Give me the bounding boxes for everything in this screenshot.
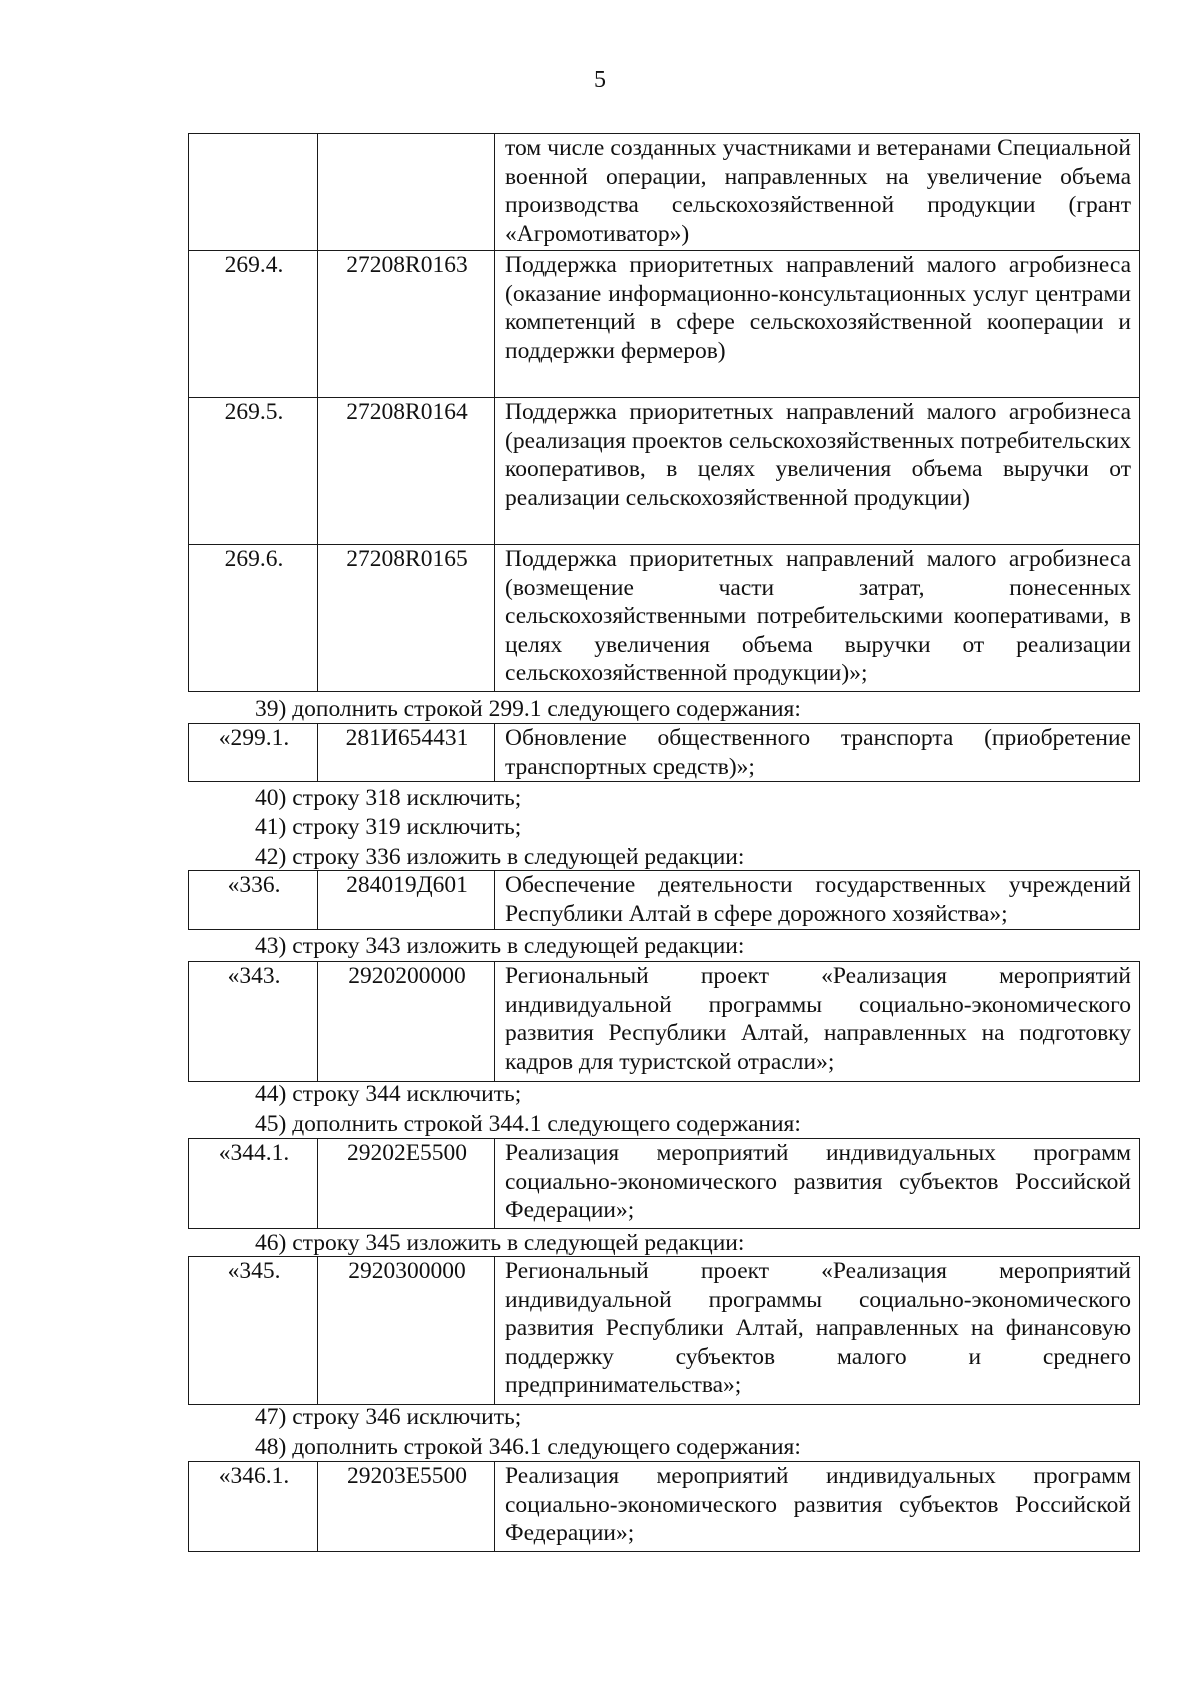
table-row — [189, 724, 1140, 782]
row-number-cell: «299.1. — [189, 724, 318, 782]
amendment-instruction: 47) строку 346 исключить; — [255, 1404, 522, 1430]
amendment-instruction: 40) строку 318 исключить; — [255, 785, 522, 811]
amendment-instruction: 44) строку 344 исключить; — [255, 1081, 522, 1107]
budget-code-cell: 27208R0165 — [318, 545, 495, 692]
budget-code-cell: 27208R0163 — [318, 251, 495, 398]
description-cell: Обеспечение деятельности государственных учреждений Республики Алтай в сфере дорожного хозяйства»; — [495, 871, 1140, 930]
budget-code-cell: 284019Д601 — [318, 871, 495, 930]
table-row — [189, 871, 1140, 930]
row-number-cell: «345. — [189, 1257, 318, 1405]
row-number-cell — [189, 134, 318, 251]
table-row-345 — [188, 1256, 1140, 1405]
budget-code-cell: 2920300000 — [318, 1257, 495, 1405]
amendment-instruction: 39) дополнить строкой 299.1 следующего содержания: — [255, 696, 801, 722]
page-number: 5 — [594, 67, 606, 93]
amendment-instruction: 43) строку 343 изложить в следующей редакции: — [255, 933, 745, 959]
table-row — [189, 1462, 1140, 1552]
budget-code-cell: 29203E5500 — [318, 1462, 495, 1552]
description-cell: Реализация мероприятий индивидуальных программ социально-экономического развития субъектов Российской Федерации»; — [495, 1139, 1140, 1229]
row-number-cell: «343. — [189, 962, 318, 1082]
budget-code-cell: 281И654431 — [318, 724, 495, 782]
amendment-instruction: 42) строку 336 изложить в следующей редакции: — [255, 844, 745, 870]
description-cell: Поддержка приоритетных направлений малого агробизнеса (оказание информационно-консультационных услуг центрами компетенций в сфере сельскохозяйственной кооперации и поддержки фермеров) — [495, 251, 1140, 398]
description-cell: Поддержка приоритетных направлений малого агробизнеса (возмещение части затрат, понесенных сельскохозяйственными потребительскими кооперативами, в целях увеличения объема выручки от реализации сельскохозяйственной продукции)»; — [495, 545, 1140, 692]
table-row — [189, 398, 1140, 545]
table-row-336 — [188, 870, 1140, 930]
description-cell: Региональный проект «Реализация мероприятий индивидуальной программы социально-экономического развития Республики Алтай, направленных на финансовую поддержку субъектов малого и среднего предпринимательства»; — [495, 1257, 1140, 1405]
table-row — [189, 251, 1140, 398]
description-cell: Реализация мероприятий индивидуальных программ социально-экономического развития субъектов Российской Федерации»; — [495, 1462, 1140, 1552]
amendment-instruction: 46) строку 345 изложить в следующей редакции: — [255, 1230, 745, 1256]
budget-code-cell — [318, 134, 495, 251]
description-cell: Региональный проект «Реализация мероприятий индивидуальной программы социально-экономического развития Республики Алтай, направленных на подготовку кадров для туристской отрасли»; — [495, 962, 1140, 1082]
table-row — [189, 962, 1140, 1082]
table-row-299-1 — [188, 723, 1140, 782]
budget-code-cell: 27208R0164 — [318, 398, 495, 545]
table-row-346-1 — [188, 1461, 1140, 1552]
amendment-instruction: 41) строку 319 исключить; — [255, 814, 522, 840]
row-number-cell: 269.6. — [189, 545, 318, 692]
table-row-343 — [188, 961, 1140, 1082]
budget-table-continuation — [188, 133, 1140, 692]
table-row — [189, 134, 1140, 251]
amendment-instruction: 48) дополнить строкой 346.1 следующего содержания: — [255, 1434, 801, 1460]
budget-code-cell: 2920200000 — [318, 962, 495, 1082]
table-row — [189, 545, 1140, 692]
description-cell: Обновление общественного транспорта (приобретение транспортных средств)»; — [495, 724, 1140, 782]
row-number-cell: «346.1. — [189, 1462, 318, 1552]
row-number-cell: «344.1. — [189, 1139, 318, 1229]
table-row — [189, 1257, 1140, 1405]
table-row-344-1 — [188, 1138, 1140, 1229]
amendment-instruction: 45) дополнить строкой 344.1 следующего содержания: — [255, 1111, 801, 1137]
description-cell: Поддержка приоритетных направлений малого агробизнеса (реализация проектов сельскохозяйственных потребительских кооперативов, в целях увеличения объема выручки от реализации сельскохозяйственной продукции) — [495, 398, 1140, 545]
description-cell: том числе созданных участниками и ветеранами Специальной военной операции, направленных на увеличение объема производства сельскохозяйственной продукции (грант «Агромотиватор») — [495, 134, 1140, 251]
budget-code-cell: 29202E5500 — [318, 1139, 495, 1229]
row-number-cell: 269.4. — [189, 251, 318, 398]
row-number-cell: 269.5. — [189, 398, 318, 545]
row-number-cell: «336. — [189, 871, 318, 930]
table-row — [189, 1139, 1140, 1229]
